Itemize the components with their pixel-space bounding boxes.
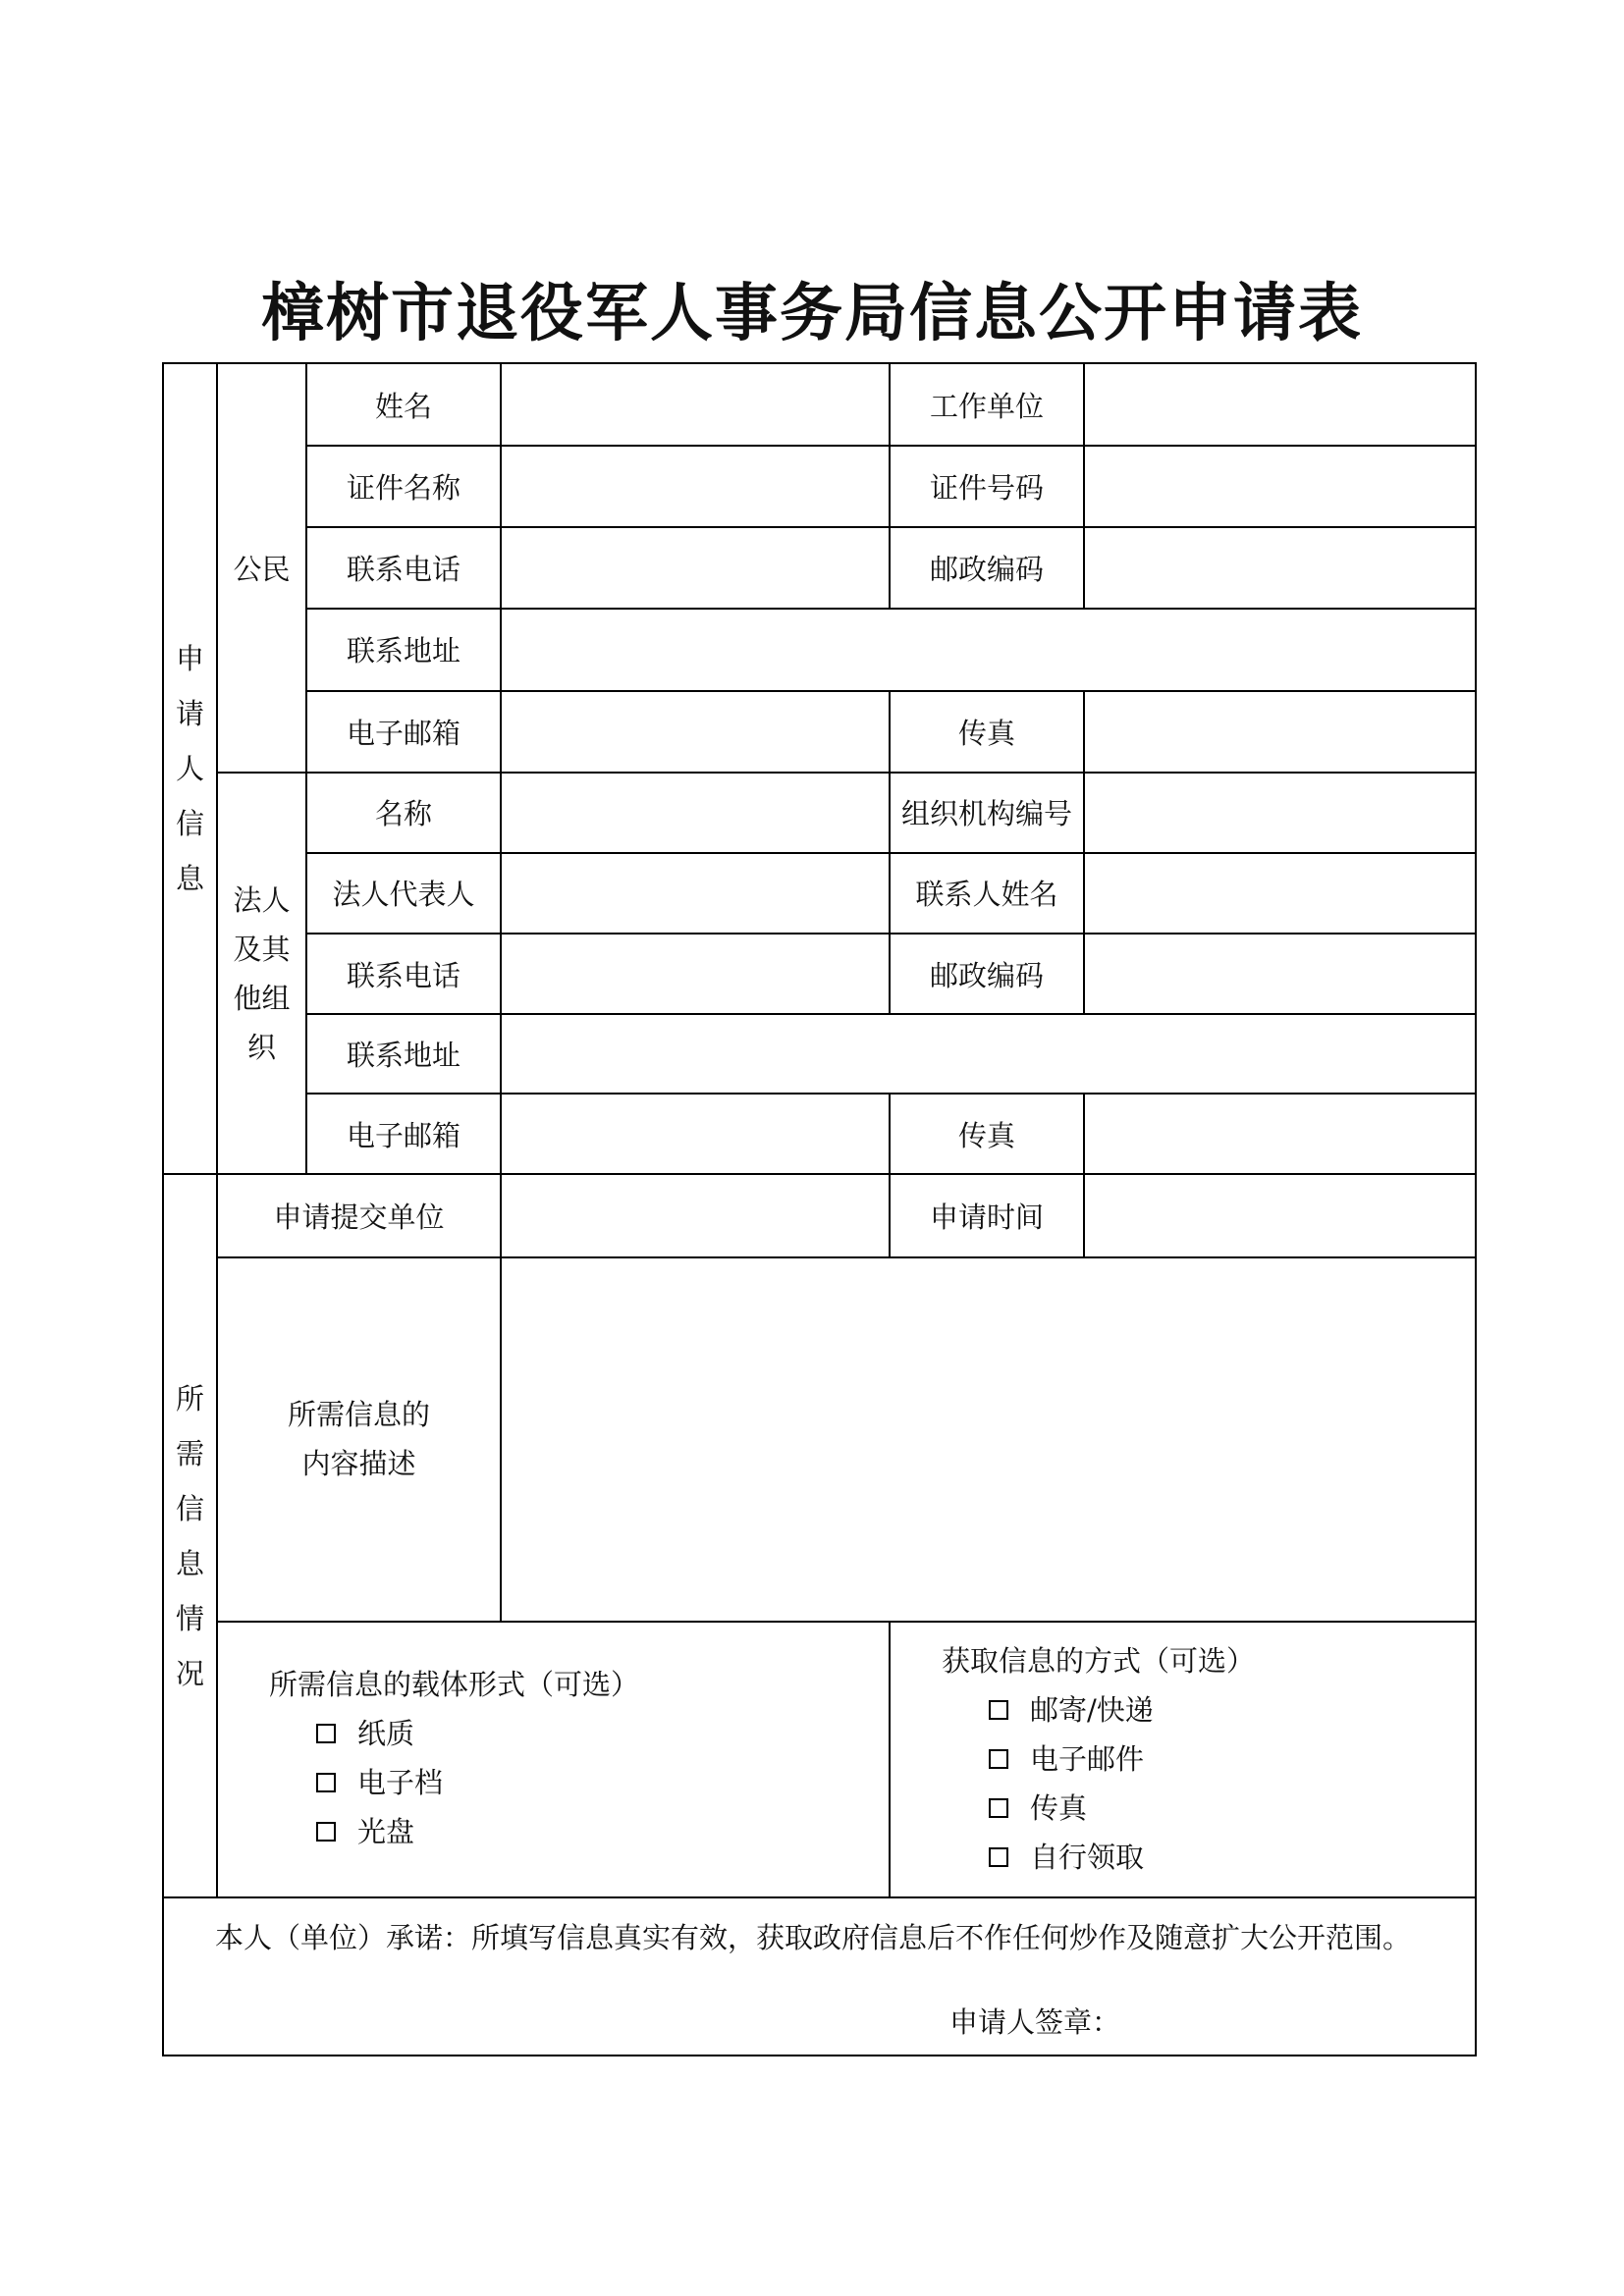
citizen-name-field[interactable] <box>501 363 890 446</box>
application-form-table <box>162 362 1477 2056</box>
carrier-option-paper[interactable]: 纸质 <box>316 1709 889 1758</box>
citizen-postcode-label: 邮政编码 <box>890 527 1084 609</box>
method-options-title: 获取信息的方式（可选） <box>942 1644 1256 1679</box>
citizen-id-type-field[interactable] <box>501 446 890 527</box>
citizen-id-number-field[interactable] <box>1084 446 1476 527</box>
pledge-cell <box>163 1897 1476 2056</box>
entity-phone-label: 联系电话 <box>306 934 501 1014</box>
citizen-workplace-field[interactable] <box>1084 363 1476 446</box>
form-title: 樟树市退役军人事务局信息公开申请表 <box>261 277 1363 350</box>
entity-representative-label: 法人代表人 <box>306 853 501 934</box>
citizen-fax-field[interactable] <box>1084 691 1476 773</box>
pledge-text: 本人（单位）承诺：所填写信息真实有效，获取政府信息后不作任何炒作及随意扩大公开范围。 <box>215 1920 1412 1954</box>
signature-label: 申请人签章： <box>949 2004 1121 2039</box>
entity-name-label: 名称 <box>306 773 501 853</box>
citizen-address-field[interactable] <box>501 609 1476 690</box>
entity-email-label: 电子邮箱 <box>306 1094 501 1174</box>
checkbox-icon[interactable] <box>316 1773 336 1792</box>
citizen-email-label: 电子邮箱 <box>306 691 501 773</box>
entity-name-field[interactable] <box>501 773 890 853</box>
method-option-fax[interactable]: 传真 <box>989 1784 1475 1833</box>
method-options-cell <box>890 1622 1476 1896</box>
apply-time-label: 申请时间 <box>890 1174 1084 1256</box>
entity-email-field[interactable] <box>501 1094 890 1174</box>
citizen-fax-label: 传真 <box>890 691 1084 773</box>
checkbox-icon[interactable] <box>989 1700 1008 1720</box>
checkbox-icon[interactable] <box>989 1847 1008 1867</box>
citizen-name-label: 姓名 <box>306 363 501 446</box>
citizen-workplace-label: 工作单位 <box>890 363 1084 446</box>
applicant-info-label: 申 请 人 信 息 <box>163 363 217 1174</box>
checkbox-icon[interactable] <box>989 1749 1008 1769</box>
citizen-id-type-label: 证件名称 <box>306 446 501 527</box>
submit-unit-label: 申请提交单位 <box>217 1174 501 1256</box>
entity-contact-name-field[interactable] <box>1084 853 1476 934</box>
entity-phone-field[interactable] <box>501 934 890 1014</box>
entity-contact-name-label: 联系人姓名 <box>890 853 1084 934</box>
citizen-id-number-label: 证件号码 <box>890 446 1084 527</box>
entity-representative-field[interactable] <box>501 853 890 934</box>
carrier-options-title: 所需信息的载体形式（可选） <box>269 1668 640 1702</box>
citizen-email-field[interactable] <box>501 691 890 773</box>
submit-unit-field[interactable] <box>501 1174 890 1256</box>
entity-fax-label: 传真 <box>890 1094 1084 1174</box>
method-option-pickup[interactable]: 自行领取 <box>989 1833 1475 1882</box>
citizen-phone-label: 联系电话 <box>306 527 501 609</box>
method-option-mail[interactable]: 邮寄/快递 <box>989 1685 1475 1735</box>
citizen-postcode-field[interactable] <box>1084 527 1476 609</box>
citizen-phone-field[interactable] <box>501 527 890 609</box>
checkbox-icon[interactable] <box>316 1724 336 1743</box>
carrier-option-disc[interactable]: 光盘 <box>316 1807 889 1856</box>
carrier-option-electronic[interactable]: 电子档 <box>316 1758 889 1807</box>
entity-postcode-label: 邮政编码 <box>890 934 1084 1014</box>
entity-address-label: 联系地址 <box>306 1014 501 1094</box>
apply-time-field[interactable] <box>1084 1174 1476 1256</box>
checkbox-icon[interactable] <box>316 1822 336 1842</box>
method-option-email[interactable]: 电子邮件 <box>989 1735 1475 1784</box>
description-label: 所需信息的 内容描述 <box>217 1257 501 1623</box>
entity-org-code-label: 组织机构编号 <box>890 773 1084 853</box>
entity-address-field[interactable] <box>501 1014 1476 1094</box>
entity-postcode-field[interactable] <box>1084 934 1476 1014</box>
entity-org-code-field[interactable] <box>1084 773 1476 853</box>
citizen-address-label: 联系地址 <box>306 609 501 690</box>
carrier-options-cell <box>217 1622 890 1896</box>
citizen-group-label: 公民 <box>217 363 306 773</box>
checkbox-icon[interactable] <box>989 1798 1008 1818</box>
description-field[interactable] <box>501 1257 1476 1623</box>
legal-entity-group-label: 法人 及其 他组 织 <box>217 773 306 1175</box>
entity-fax-field[interactable] <box>1084 1094 1476 1174</box>
required-info-label: 所 需 信 息 情 况 <box>163 1174 217 1896</box>
